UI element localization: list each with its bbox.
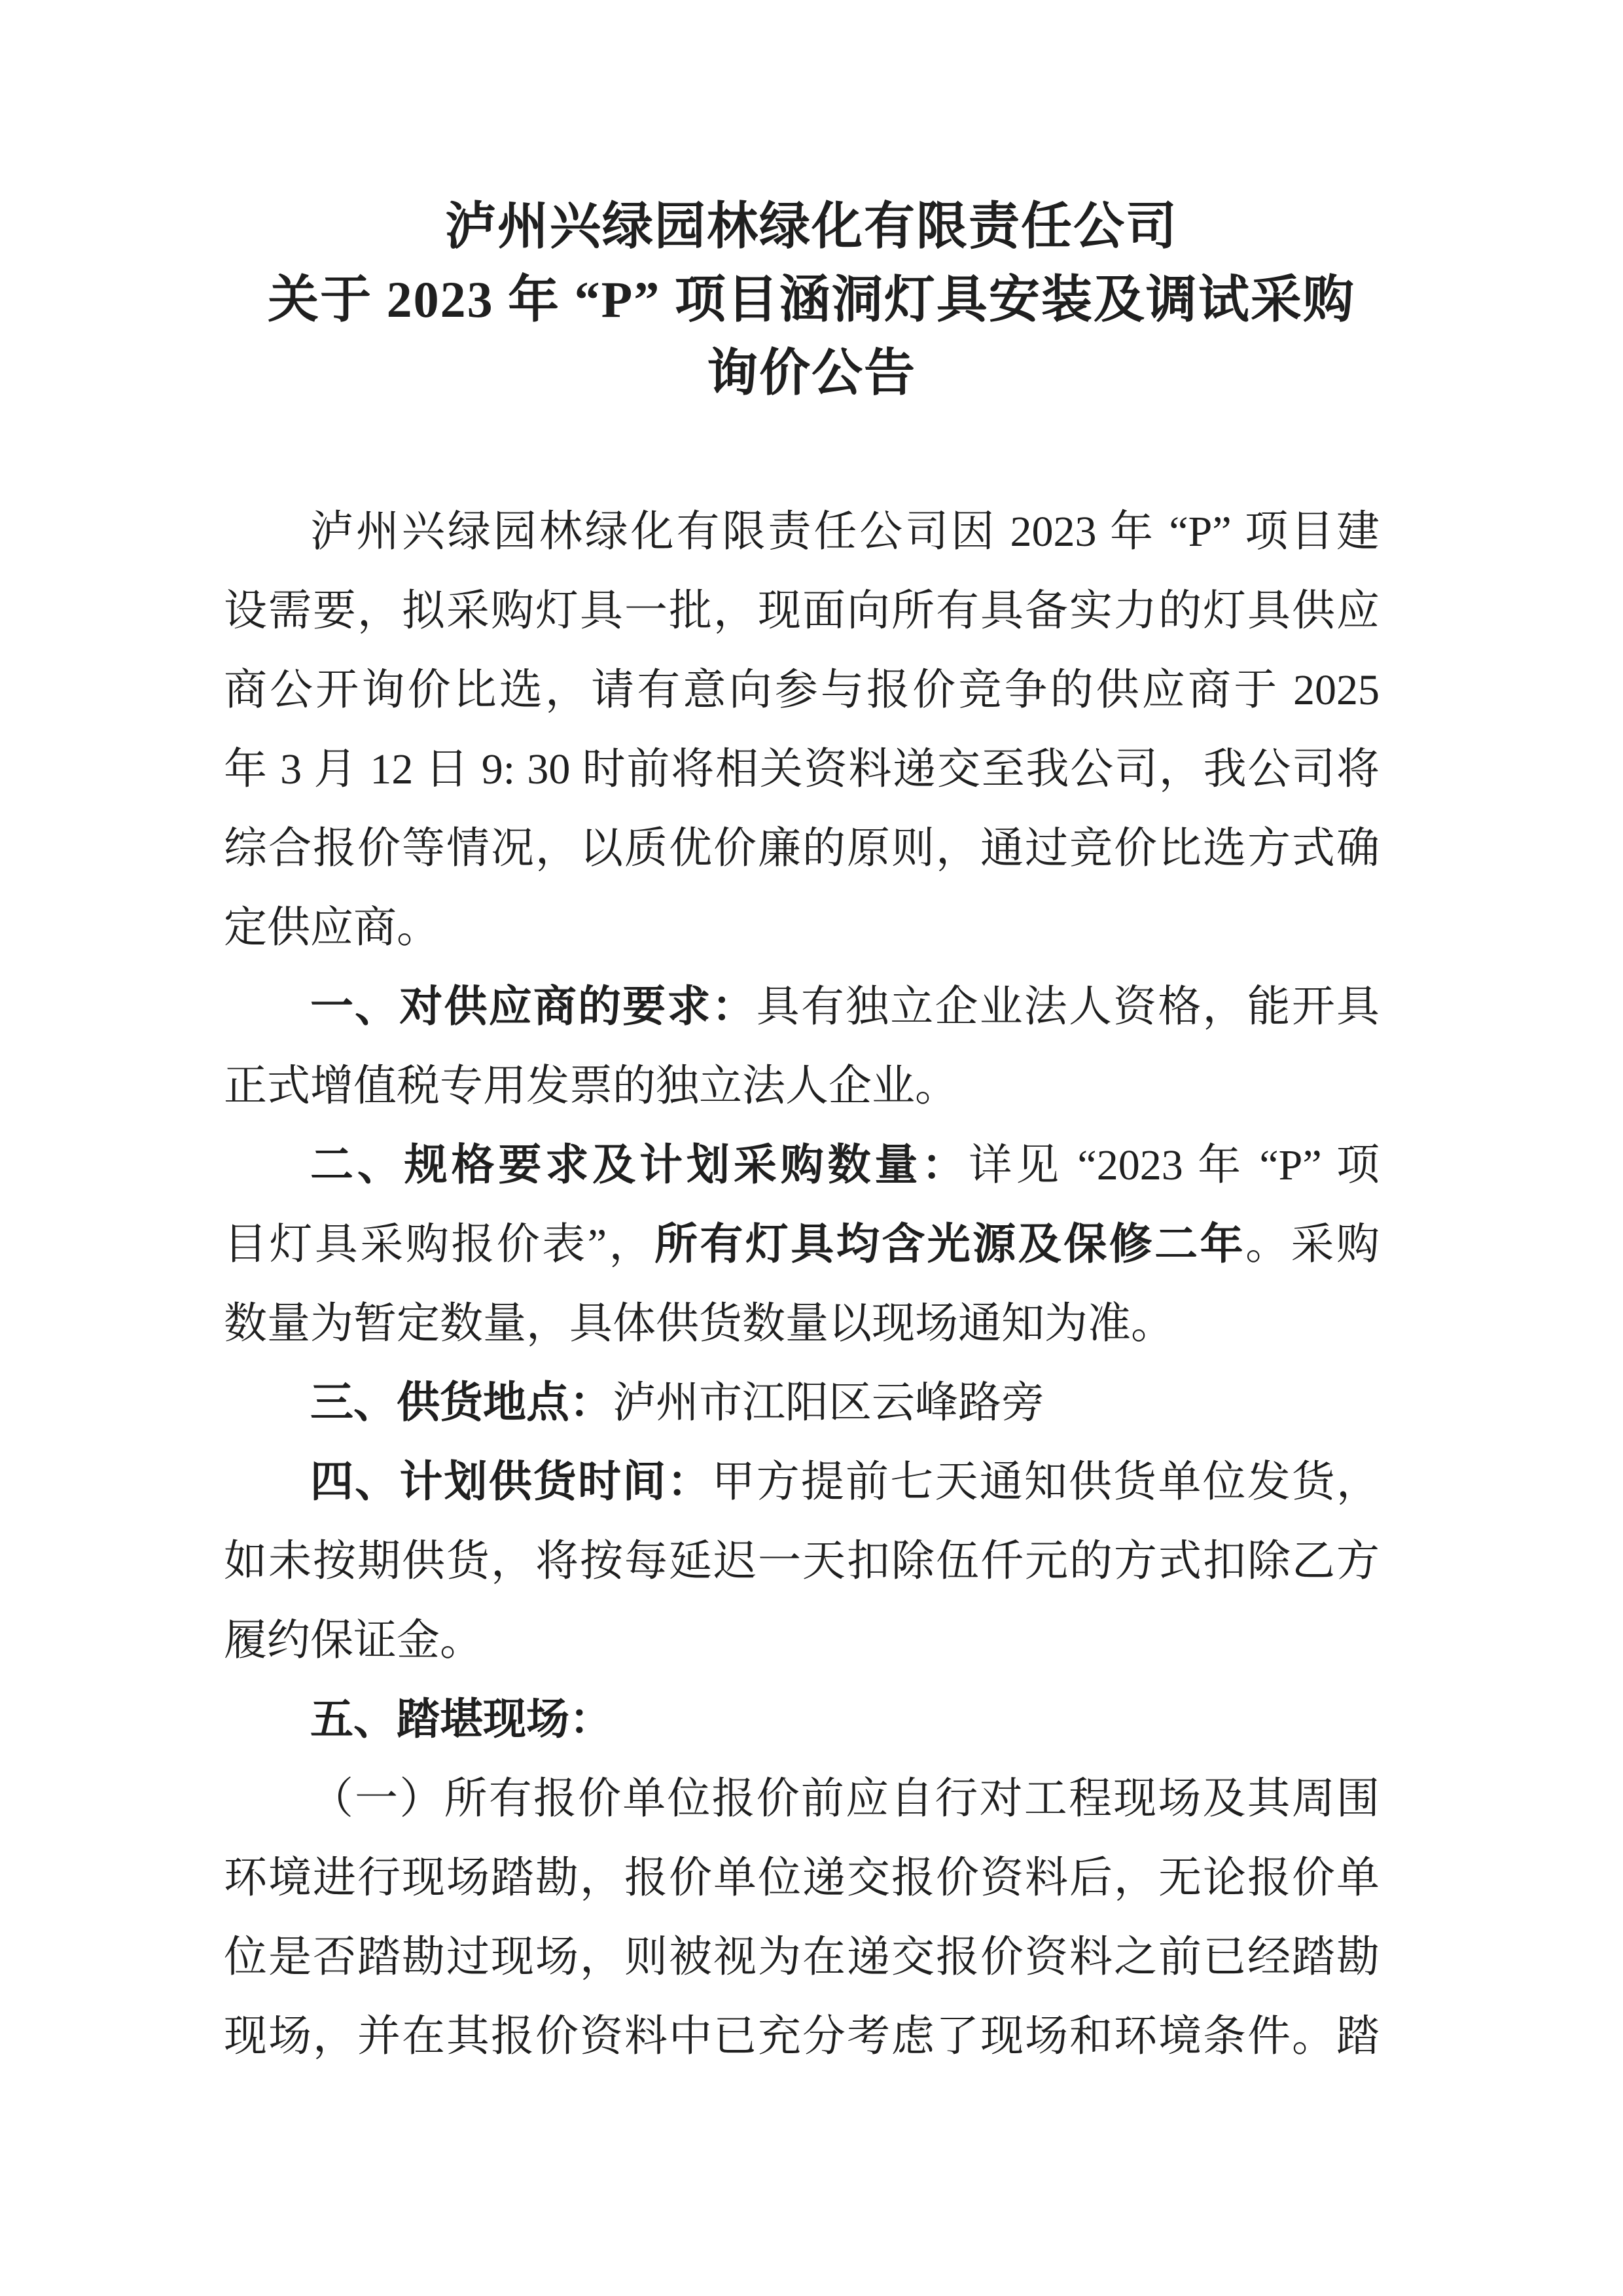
text-segment: 。采购 — [1245, 1221, 1380, 1268]
text-segment: 泸州市江阳区云峰路旁 — [613, 1379, 1044, 1427]
section-5-heading: 五、踏堪现场： — [310, 1696, 613, 1744]
body-line-section-5 — [224, 1680, 1380, 1759]
body-line-section-2 — [224, 1126, 1380, 1205]
text-segment: 设需要，拟采购灯具一批，现面向所有具备实力的灯具供应 — [224, 587, 1380, 635]
text-segment: 现场，并在其报价资料中已充分考虑了现场和环境条件。踏 — [224, 2013, 1380, 2060]
text-segment: 环境进行现场踏勘，报价单位递交报价资料后，无论报价单 — [224, 1854, 1380, 1902]
body-line — [224, 1284, 1380, 1363]
body-line-section-1 — [224, 967, 1380, 1047]
body-line — [224, 730, 1380, 809]
body-line — [224, 1522, 1380, 1601]
body-line — [224, 571, 1380, 651]
text-segment: 定供应商。 — [224, 904, 440, 952]
body-line — [224, 1918, 1380, 1997]
body-line — [224, 492, 1380, 571]
body-line — [224, 1839, 1380, 1918]
text-segment: （一）所有报价单位报价前应自行对工程现场及其周围 — [310, 1775, 1380, 1823]
section-1-heading: 一、对供应商的要求： — [310, 983, 757, 1031]
text-segment: 综合报价等情况，以质优价廉的原则，通过竞价比选方式确 — [224, 825, 1380, 872]
body-line-section-4 — [224, 1443, 1380, 1522]
text-segment: 如未按期供货，将按每延迟一天扣除伍仟元的方式扣除乙方 — [224, 1537, 1380, 1585]
body-line — [224, 1601, 1380, 1680]
text-segment: 正式增值税专用发票的独立法人企业。 — [224, 1062, 958, 1110]
section-4-heading: 四、计划供货时间： — [310, 1458, 712, 1506]
body-line — [224, 651, 1380, 730]
text-segment: 位是否踏勘过现场，则被视为在递交报价资料之前已经踏勘 — [224, 1933, 1380, 1981]
document-title — [0, 190, 1623, 410]
text-segment: 目灯具采购报价表”， — [224, 1221, 654, 1268]
emphasis-segment: 所有灯具均含光源及保修二年 — [654, 1221, 1246, 1268]
document-body — [224, 492, 1380, 2076]
title-company-name: 泸州兴绿园林绿化有限责任公司 — [444, 198, 1178, 255]
section-2-heading: 二、规格要求及计划采购数量： — [310, 1141, 969, 1189]
body-line — [224, 1759, 1380, 1839]
section-3-heading: 三、供货地点： — [310, 1379, 613, 1427]
title-project-line: 关于 2023 年 “P” 项目涵洞灯具安装及调试采购 — [268, 271, 1355, 328]
body-line — [224, 888, 1380, 967]
body-line — [224, 1205, 1380, 1284]
title-notice-type: 询价公告 — [706, 344, 916, 401]
body-line — [224, 1997, 1380, 2076]
text-segment: 具有独立企业法人资格，能开具 — [756, 983, 1380, 1031]
body-line — [224, 809, 1380, 888]
text-segment: 数量为暂定数量，具体供货数量以现场通知为准。 — [224, 1300, 1174, 1348]
text-segment: 详见 “2023 年 “P” 项 — [969, 1141, 1380, 1189]
text-segment: 甲方提前七天通知供货单位发货， — [711, 1458, 1380, 1506]
text-segment: 年 3 月 12 日 9: 30 时前将相关资料递交至我公司，我公司将 — [224, 745, 1380, 793]
body-line-section-3 — [224, 1363, 1380, 1443]
text-segment: 商公开询价比选，请有意向参与报价竞争的供应商于 2025 — [224, 666, 1380, 714]
body-line — [224, 1047, 1380, 1126]
text-segment: 履约保证金。 — [224, 1617, 483, 1664]
text-segment: 泸州兴绿园林绿化有限责任公司因 2023 年 “P” 项目建 — [310, 508, 1380, 556]
